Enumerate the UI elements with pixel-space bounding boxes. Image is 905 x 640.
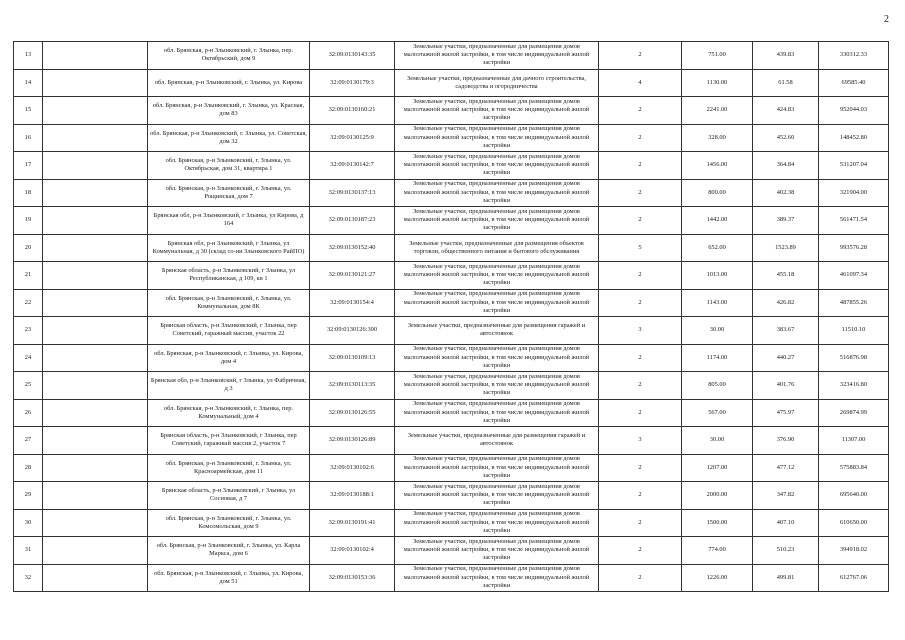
cadastral-value-cell: 612767.06 [819,564,889,592]
table-row [14,372,889,400]
area-cell: 1013.00 [682,262,753,290]
group-number-cell: 2 [599,537,682,565]
land-use-cell: Земельные участки, предназначенные для размещения домов малоэтажной жилой застройки, в том числе индивидуальной жилой застройки [395,179,599,207]
row-number-cell: 32 [14,564,43,592]
cadastral-value-cell: 11307.00 [819,427,889,455]
table-row [14,537,889,565]
area-cell: 1174.00 [682,344,753,372]
land-use-cell: Земельные участки, предназначенные для дачного строительства, садоводства и огородничества [395,69,599,97]
specific-value-cell: 440.27 [753,344,819,372]
blank-cell [43,124,148,152]
cadastral-value-cell: 394918.02 [819,537,889,565]
cadastral-value-cell: 11510.10 [819,317,889,345]
group-number-cell: 2 [599,97,682,125]
table-row [14,482,889,510]
blank-cell [43,262,148,290]
address-cell: обл. Брянская, р-н Злынковский, г. Злынка, ул. Советская, дом 32 [148,124,310,152]
cadastral-number-cell: 32:09:0130137:13 [310,179,395,207]
blank-cell [43,427,148,455]
group-number-cell: 2 [599,564,682,592]
cadastral-number-cell: 32:09:0130142:7 [310,152,395,180]
specific-value-cell: 61.58 [753,69,819,97]
land-use-cell: Земельные участки, предназначенные для размещения домов малоэтажной жилой застройки, в том числе индивидуальной жилой застройки [395,152,599,180]
blank-cell [43,509,148,537]
blank-cell [43,69,148,97]
cadastral-value-cell: 695640.00 [819,482,889,510]
row-number-cell: 31 [14,537,43,565]
group-number-cell: 2 [599,124,682,152]
cadastral-number-cell: 32:09:0130109:13 [310,344,395,372]
blank-cell [43,482,148,510]
table-row [14,179,889,207]
table-row [14,344,889,372]
table-row [14,42,889,70]
cadastral-value-cell: 461097.34 [819,262,889,290]
area-cell: 800.00 [682,179,753,207]
cadastral-number-cell: 32:09:0130121:27 [310,262,395,290]
address-cell: обл. Брянская, р-н Злынковский, г. Злынка, ул. Коммунальная, дом 8К [148,289,310,317]
specific-value-cell: 452.60 [753,124,819,152]
land-use-cell: Земельные участки, предназначенные для размещения домов малоэтажной жилой застройки, в том числе индивидуальной жилой застройки [395,399,599,427]
specific-value-cell: 439.83 [753,42,819,70]
cadastral-value-cell: 952044.03 [819,97,889,125]
area-cell: 805.00 [682,372,753,400]
address-cell: обл. Брянская, р-н Злынковский, г. Злынка, ул. Красноармейская, дом 11 [148,454,310,482]
table-row [14,564,889,592]
row-number-cell: 20 [14,234,43,262]
table-row [14,69,889,97]
table-row [14,427,889,455]
cadastral-number-cell: 32:09:0130113:35 [310,372,395,400]
cadastral-number-cell: 32:09:0130152:40 [310,234,395,262]
cadastral-number-cell: 32:09:0130187:23 [310,207,395,235]
address-cell: обл. Брянская, р-н Злынковский, г. Злынка, ул. Октябрьская, дом 31, квартира 1 [148,152,310,180]
cadastral-value-cell: 575883.84 [819,454,889,482]
group-number-cell: 4 [599,69,682,97]
specific-value-cell: 455.18 [753,262,819,290]
area-cell: 1442.00 [682,207,753,235]
table-row [14,317,889,345]
blank-cell [43,207,148,235]
group-number-cell: 2 [599,482,682,510]
row-number-cell: 30 [14,509,43,537]
row-number-cell: 24 [14,344,43,372]
cadastral-number-cell: 32:09:0130126:55 [310,399,395,427]
row-number-cell: 26 [14,399,43,427]
specific-value-cell: 401.76 [753,372,819,400]
specific-value-cell: 364.84 [753,152,819,180]
row-number-cell: 17 [14,152,43,180]
group-number-cell: 3 [599,427,682,455]
cadastral-value-cell: 610650.00 [819,509,889,537]
area-cell: 1143.00 [682,289,753,317]
area-cell: 30.00 [682,317,753,345]
blank-cell [43,152,148,180]
cadastral-number-cell: 32:09:0130143:35 [310,42,395,70]
table-row [14,262,889,290]
cadastral-value-table [13,41,889,592]
cadastral-value-cell: 516876.98 [819,344,889,372]
address-cell: Брянская обл, р-н Злынковский, г Злынка, ул Коммунальная, д 30 (склад со-ии Злынковского РайПО) [148,234,310,262]
address-cell: обл. Брянская, р-н Злынковский, г. Злынка, ул. Кирова, дом 51 [148,564,310,592]
group-number-cell: 5 [599,234,682,262]
specific-value-cell: 510.23 [753,537,819,565]
area-cell: 751.00 [682,42,753,70]
table-row [14,399,889,427]
table-row [14,97,889,125]
address-cell: Брянская область, р-н Злынковский, г Злынка, ул Сосновая, д 7 [148,482,310,510]
group-number-cell: 2 [599,262,682,290]
table-row [14,509,889,537]
land-use-cell: Земельные участки, предназначенные для размещения домов малоэтажной жилой застройки, в том числе индивидуальной жилой застройки [395,482,599,510]
specific-value-cell: 499.81 [753,564,819,592]
row-number-cell: 16 [14,124,43,152]
group-number-cell: 2 [599,152,682,180]
row-number-cell: 18 [14,179,43,207]
area-cell: 1456.00 [682,152,753,180]
table-row [14,152,889,180]
area-cell: 1207.00 [682,454,753,482]
land-use-cell: Земельные участки, предназначенные для размещения домов малоэтажной жилой застройки, в том числе индивидуальной жилой застройки [395,42,599,70]
land-use-cell: Земельные участки, предназначенные для размещения домов малоэтажной жилой застройки, в том числе индивидуальной жилой застройки [395,372,599,400]
cadastral-value-cell: 330312.33 [819,42,889,70]
cadastral-number-cell: 32:09:0130125:9 [310,124,395,152]
table-row [14,234,889,262]
land-use-cell: Земельные участки, предназначенные для размещения домов малоэтажной жилой застройки, в том числе индивидуальной жилой застройки [395,537,599,565]
specific-value-cell: 424.83 [753,97,819,125]
address-cell: обл. Брянская, р-н Злынковский, г. Злынка, ул. Комсомольская, дом 9 [148,509,310,537]
specific-value-cell: 347.82 [753,482,819,510]
group-number-cell: 2 [599,509,682,537]
cadastral-number-cell: 32:09:0130160:21 [310,97,395,125]
cadastral-value-cell: 69585.40 [819,69,889,97]
group-number-cell: 2 [599,42,682,70]
row-number-cell: 28 [14,454,43,482]
blank-cell [43,454,148,482]
address-cell: Брянская область, р-н Злынковский, г Злынка, пер Советский, гаражный массив, участок 22 [148,317,310,345]
address-cell: обл. Брянская, р-н Злынковский, г. Злынка, пер. Коммунальный, дом 4 [148,399,310,427]
cadastral-number-cell: 32:09:0130126:300 [310,317,395,345]
specific-value-cell: 376.90 [753,427,819,455]
blank-cell [43,289,148,317]
group-number-cell: 2 [599,372,682,400]
land-use-cell: Земельные участки, предназначенные для размещения домов малоэтажной жилой застройки, в том числе индивидуальной жилой застройки [395,454,599,482]
address-cell: обл. Брянская, р-н Злынковский, г. Злынка, ул. Карла Маркса, дом 6 [148,537,310,565]
cadastral-value-cell: 487855.26 [819,289,889,317]
row-number-cell: 23 [14,317,43,345]
specific-value-cell: 389.37 [753,207,819,235]
land-use-cell: Земельные участки, предназначенные для размещения гаражей и автостоянок [395,317,599,345]
address-cell: обл. Брянская, р-н Злынковский, г. Злынка, ул. Кирова, дом 4 [148,344,310,372]
land-use-cell: Земельные участки, предназначенные для размещения домов малоэтажной жилой застройки, в том числе индивидуальной жилой застройки [395,124,599,152]
blank-cell [43,317,148,345]
address-cell: Брянская обл, р-н Злынковский, г Злынка, ул Фабричная, д 3 [148,372,310,400]
land-use-cell: Земельные участки, предназначенные для размещения домов малоэтажной жилой застройки, в том числе индивидуальной жилой застройки [395,564,599,592]
area-cell: 1226.00 [682,564,753,592]
area-cell: 2241.00 [682,97,753,125]
land-use-cell: Земельные участки, предназначенные для размещения домов малоэтажной жилой застройки, в том числе индивидуальной жилой застройки [395,344,599,372]
cadastral-value-cell: 321904.00 [819,179,889,207]
area-cell: 774.00 [682,537,753,565]
land-use-cell: Земельные участки, предназначенные для размещения домов малоэтажной жилой застройки, в том числе индивидуальной жилой застройки [395,97,599,125]
blank-cell [43,97,148,125]
blank-cell [43,564,148,592]
cadastral-number-cell: 32:09:0130126:89 [310,427,395,455]
specific-value-cell: 383.67 [753,317,819,345]
area-cell: 567.00 [682,399,753,427]
land-use-cell: Земельные участки, предназначенные для размещения домов малоэтажной жилой застройки, в том числе индивидуальной жилой застройки [395,262,599,290]
page-number: 2 [884,14,889,25]
cadastral-number-cell: 32:09:0130188:1 [310,482,395,510]
group-number-cell: 2 [599,344,682,372]
row-number-cell: 27 [14,427,43,455]
row-number-cell: 25 [14,372,43,400]
area-cell: 652.00 [682,234,753,262]
group-number-cell: 3 [599,317,682,345]
cadastral-value-cell: 531207.04 [819,152,889,180]
cadastral-number-cell: 32:09:0130179:3 [310,69,395,97]
specific-value-cell: 1523.89 [753,234,819,262]
table-row [14,207,889,235]
specific-value-cell: 477.12 [753,454,819,482]
group-number-cell: 2 [599,454,682,482]
area-cell: 1500.00 [682,509,753,537]
blank-cell [43,42,148,70]
area-cell: 328.00 [682,124,753,152]
address-cell: обл. Брянская, р-н Злынковский, г. Злынка, ул. Кирова [148,69,310,97]
row-number-cell: 13 [14,42,43,70]
blank-cell [43,234,148,262]
group-number-cell: 2 [599,289,682,317]
cadastral-value-cell: 323416.80 [819,372,889,400]
blank-cell [43,344,148,372]
blank-cell [43,179,148,207]
cadastral-number-cell: 32:09:0130154:4 [310,289,395,317]
blank-cell [43,537,148,565]
cadastral-value-cell: 269874.99 [819,399,889,427]
address-cell: Брянская область, р-н Злынковский, г Злынка, пер Советский, гаражный массив 2, участок 7 [148,427,310,455]
row-number-cell: 14 [14,69,43,97]
land-use-cell: Земельные участки, предназначенные для размещения объектов торговли, общественного питания и бытового обслуживания [395,234,599,262]
address-cell: обл. Брянская, р-н Злынковский, г. Злынка, пер. Октябрьский, дом 9 [148,42,310,70]
address-cell: обл. Брянская, р-н Злынковский, г. Злынка, ул. Красная, дом 83 [148,97,310,125]
table-row [14,289,889,317]
specific-value-cell: 475.97 [753,399,819,427]
area-cell: 2000.00 [682,482,753,510]
table-row [14,124,889,152]
row-number-cell: 29 [14,482,43,510]
row-number-cell: 15 [14,97,43,125]
row-number-cell: 19 [14,207,43,235]
cadastral-number-cell: 32:09:0130191:41 [310,509,395,537]
cadastral-number-cell: 32:09:0130102:6 [310,454,395,482]
blank-cell [43,372,148,400]
row-number-cell: 22 [14,289,43,317]
cadastral-number-cell: 32:09:0130102:4 [310,537,395,565]
specific-value-cell: 402.38 [753,179,819,207]
row-number-cell: 21 [14,262,43,290]
group-number-cell: 2 [599,399,682,427]
land-use-cell: Земельные участки, предназначенные для размещения домов малоэтажной жилой застройки, в том числе индивидуальной жилой застройки [395,509,599,537]
table-row [14,454,889,482]
land-use-cell: Земельные участки, предназначенные для размещения гаражей и автостоянок [395,427,599,455]
cadastral-value-cell: 993576.28 [819,234,889,262]
area-cell: 30.00 [682,427,753,455]
land-use-cell: Земельные участки, предназначенные для размещения домов малоэтажной жилой застройки, в том числе индивидуальной жилой застройки [395,207,599,235]
address-cell: Брянская обл, р-н Злынковский, г Злынка, ул Кирова, д 164 [148,207,310,235]
cadastral-value-cell: 561471.54 [819,207,889,235]
area-cell: 1130.00 [682,69,753,97]
cadastral-number-cell: 32:09:0130153:36 [310,564,395,592]
table-body [14,42,889,592]
group-number-cell: 2 [599,179,682,207]
specific-value-cell: 426.82 [753,289,819,317]
specific-value-cell: 407.10 [753,509,819,537]
address-cell: Брянская область, р-н Злынковский, г Злынка, ул Республиканская, д 109, кв 1 [148,262,310,290]
address-cell: обл. Брянская, р-н Злынковский, г. Злынка, ул. Рощинская, дом 7 [148,179,310,207]
cadastral-value-cell: 148452.80 [819,124,889,152]
land-use-cell: Земельные участки, предназначенные для размещения домов малоэтажной жилой застройки, в том числе индивидуальной жилой застройки [395,289,599,317]
group-number-cell: 2 [599,207,682,235]
blank-cell [43,399,148,427]
